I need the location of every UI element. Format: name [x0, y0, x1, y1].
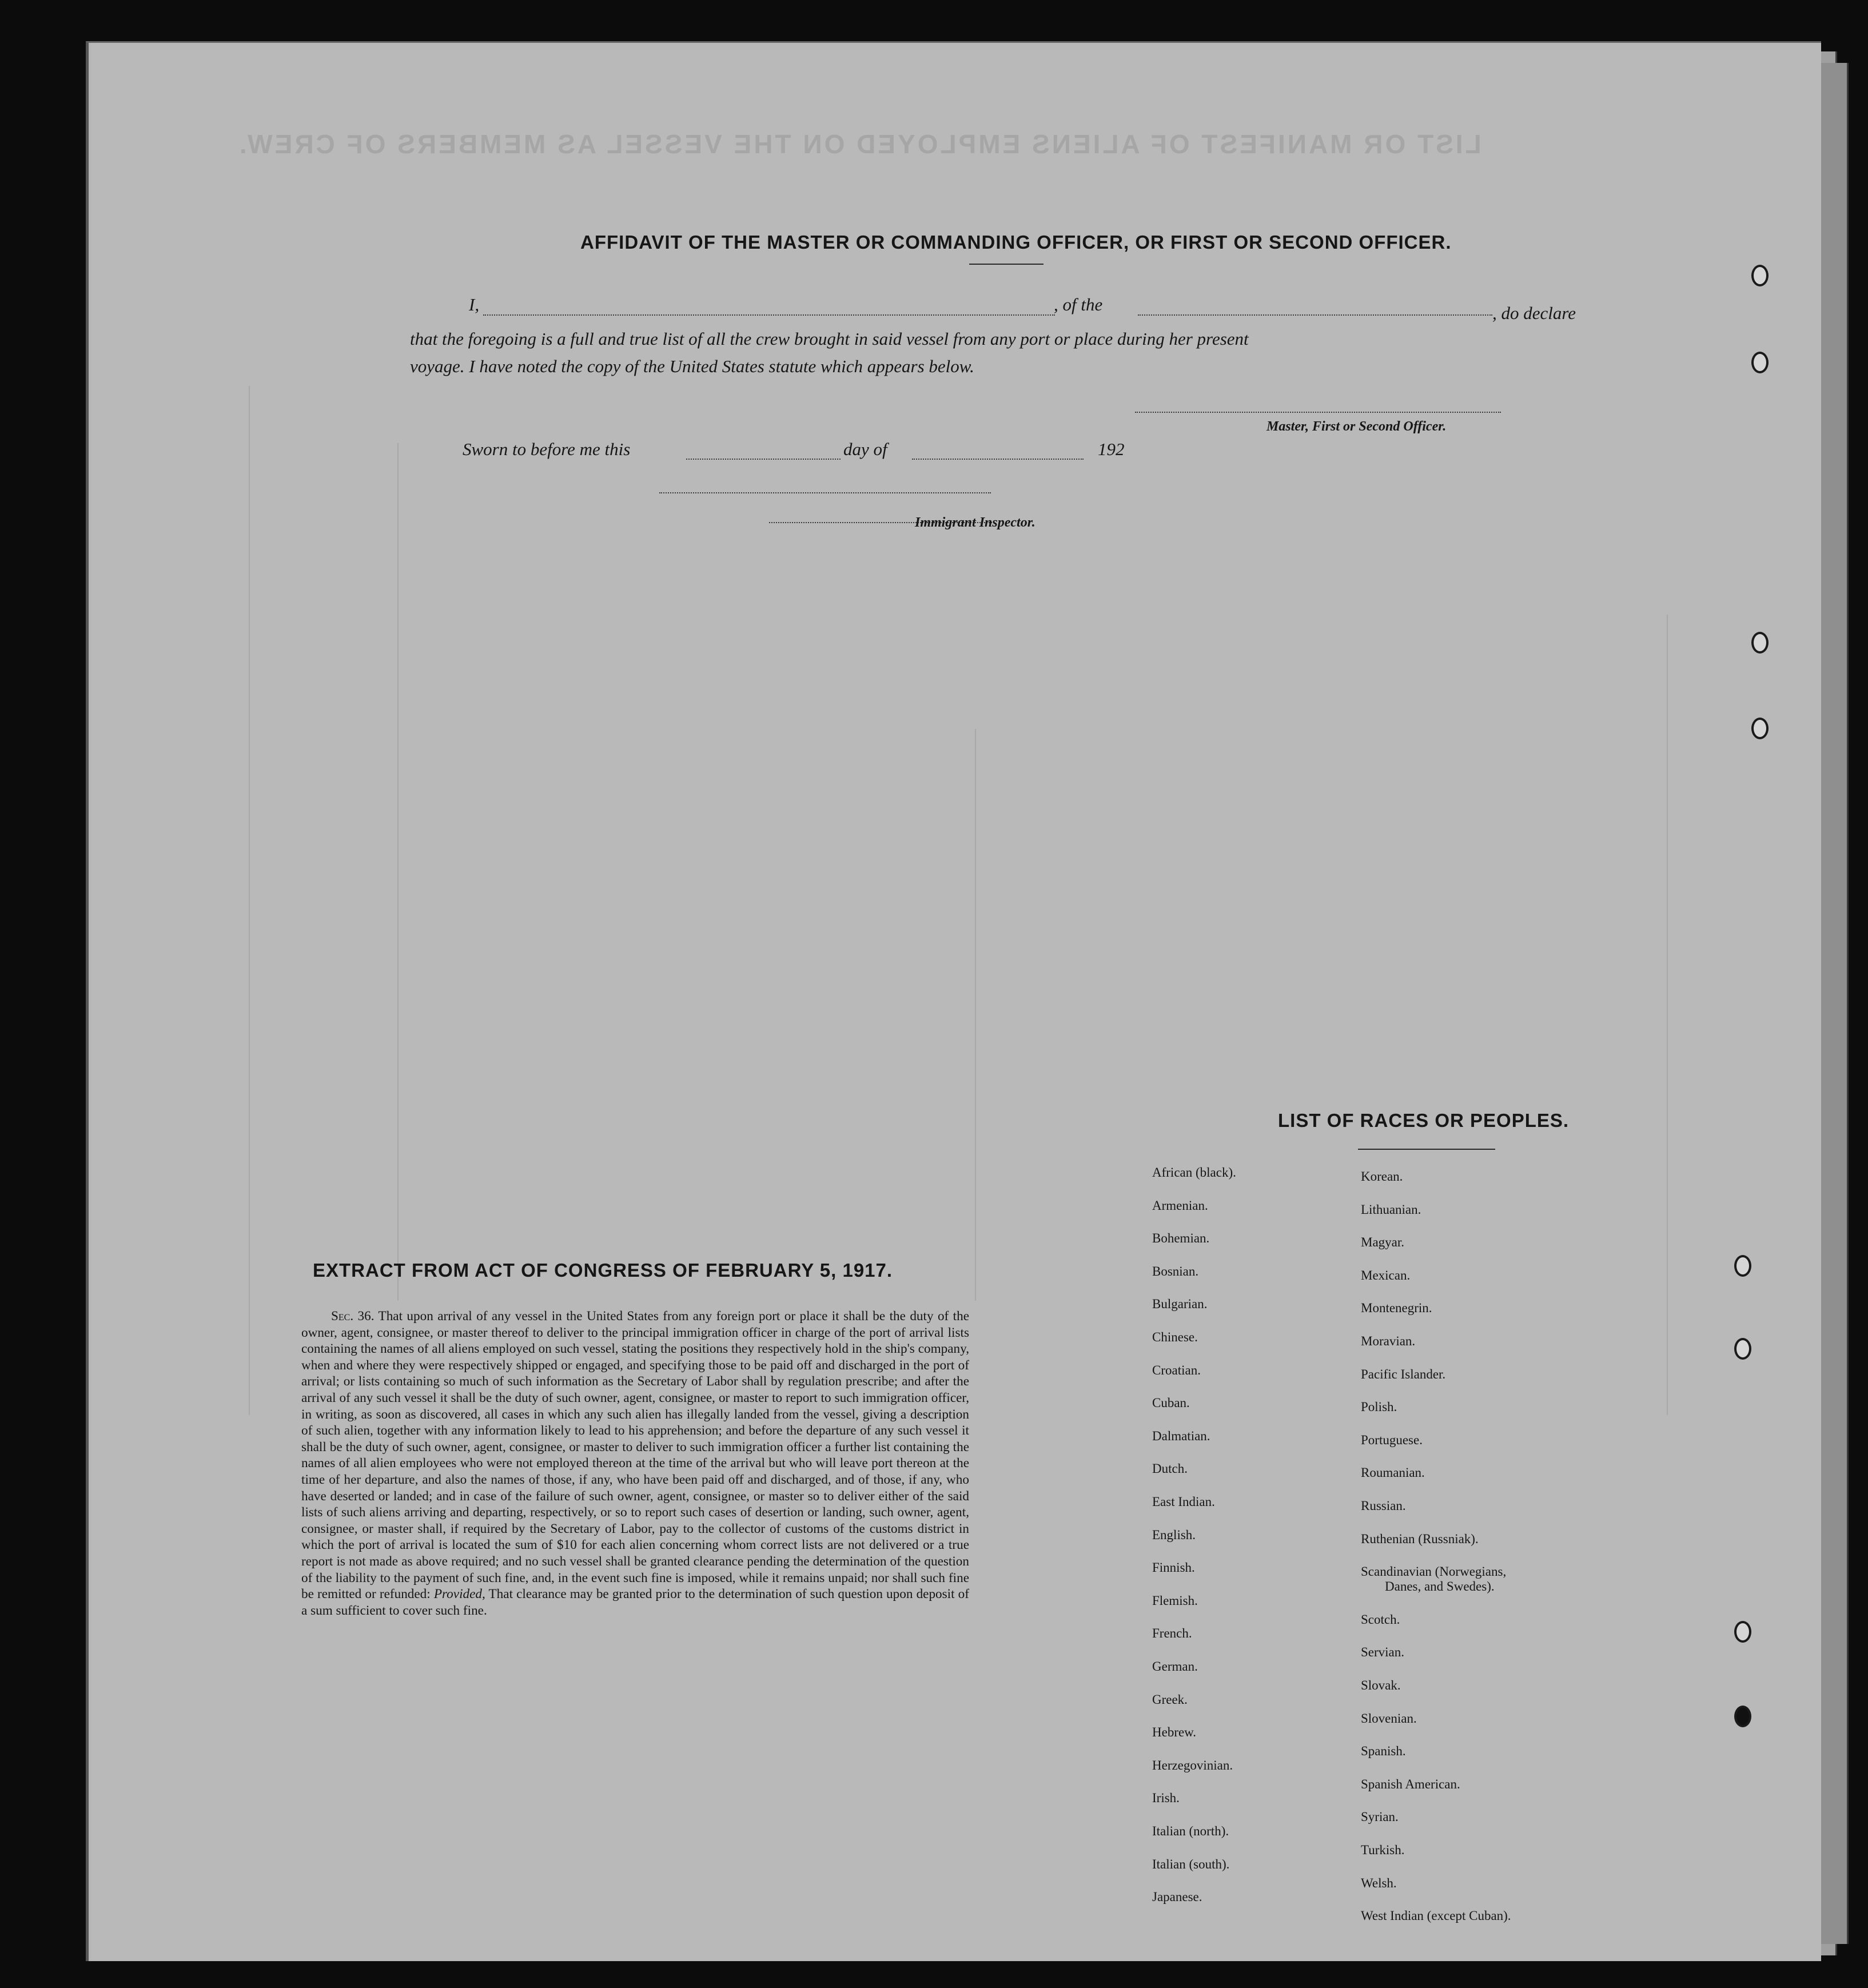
- binder-hole: [1734, 1706, 1751, 1727]
- right-race-item: Moravian.: [1361, 1334, 1416, 1348]
- right-race-item: Korean.: [1361, 1169, 1403, 1184]
- right-race-item: Spanish.: [1361, 1744, 1406, 1759]
- affidavit-i: I,: [469, 294, 480, 314]
- affidavit-title: AFFIDAVIT OF THE MASTER OR COMMANDING OFFICER, OR FIRST OR SECOND OFFICER.: [580, 232, 1452, 253]
- left-race-item: Greek.: [1152, 1692, 1188, 1707]
- right-race-item: Ruthenian (Russniak).: [1361, 1531, 1479, 1546]
- right-race-item: Magyar.: [1361, 1235, 1405, 1250]
- extract-text: [301, 1308, 969, 1619]
- right-race-item: Welsh.: [1361, 1875, 1397, 1890]
- left-race-item: German.: [1152, 1659, 1198, 1674]
- left-race-item: French.: [1152, 1626, 1192, 1641]
- left-race-item: Dutch.: [1152, 1461, 1188, 1476]
- right-race-item: Scotch.: [1361, 1612, 1400, 1627]
- extract-text-body: That upon arrival of any vessel in the United States from any foreign port or place it shall be the duty of the owner, agent, consignee, or master thereof to deliver to the principal immigration officer in charge of the port of arrival lists containing the names of all aliens employed on such vessel, stating the positions they respectively hold in the ship's company, when and where they were respectively shipped or engaged, and specifying those to be paid off and discharged in the port of arrival; or lists containing so much of such information as the Secretary of Labor shall by regulation prescribe; and after the arrival of any such vessel it shall be the duty of such owner, agent, consignee, or master to report to such immigration officer, in writing, as soon as discovered, all cases in which any such alien has illegally landed from the vessel, giving a description of such alien, together with any information likely to lead to his apprehension; and before the departure of any such vessel it shall be the duty of such owner, agent, consignee, or master to deliver to such immigration officer a further list containing the names of all alien employees who were not employed thereon at the time of the arrival but who will leave port thereon at the time of her departure, and also the names of those, if any, who have been paid off and discharged, and of those, if any, who have deserted or landed; and in case of the failure of such owner, agent, consignee, or master so to deliver either of the said lists of such aliens arriving and departing, respectively, or so to report such cases of desertion or landing, such owner, agent, consignee, or master shall, if required by the Secretary of Labor, pay to the collector of customs of the customs district in which the port of arrival is located the sum of $10 for each alien concerning whom correct lists are not delivered or a true report is not made as above required; and no such vessel shall be granted clearance pending the determination of the question of the liability to the payment of such fine, and, in the event such fine is imposed, while it remains unpaid; nor shall such fine be remitted or refunded:: [301, 1309, 969, 1602]
- right-race-item: Slovenian.: [1361, 1711, 1417, 1726]
- right-race-item: Mexican.: [1361, 1268, 1411, 1282]
- races-title: LIST OF RACES OR PEOPLES.: [1278, 1110, 1570, 1131]
- right-race-item: Pacific Islander.: [1361, 1366, 1446, 1381]
- right-race-item: Syrian.: [1361, 1810, 1399, 1824]
- right-race-item: Polish.: [1361, 1400, 1397, 1415]
- races-title-underline: [1358, 1149, 1495, 1150]
- month-blank: [912, 459, 1084, 460]
- right-race-item: Danes, and Swedes).: [1385, 1579, 1495, 1594]
- right-race-item: West Indian (except Cuban).: [1361, 1909, 1511, 1923]
- right-race-item: Lithuanian.: [1361, 1202, 1421, 1217]
- left-race-item: Italian (north).: [1152, 1824, 1229, 1838]
- left-race-item: East Indian.: [1152, 1495, 1215, 1509]
- left-race-item: Bulgarian.: [1152, 1297, 1208, 1312]
- left-race-item: African (black).: [1152, 1165, 1236, 1180]
- immigrant-inspector-label: Immigrant Inspector.: [915, 515, 1035, 530]
- bleed-through-rule: [249, 386, 250, 1415]
- affidavit-title-underline: [969, 264, 1043, 265]
- binder-hole: [1734, 1338, 1751, 1360]
- right-race-item: Russian.: [1361, 1499, 1406, 1513]
- bleed-through-rule: [975, 729, 976, 1301]
- right-race-item: Portuguese.: [1361, 1432, 1423, 1447]
- signature-blank: [1135, 412, 1501, 413]
- binder-hole: [1751, 265, 1769, 286]
- binder-hole: [1734, 1621, 1751, 1643]
- binder-hole: [1751, 632, 1769, 654]
- left-race-item: Herzegovinian.: [1152, 1758, 1233, 1772]
- affidavit-do-declare: , do declare: [1492, 303, 1576, 323]
- left-race-item: Italian (south).: [1152, 1856, 1230, 1871]
- master-officer-label: Master, First or Second Officer.: [1266, 419, 1447, 434]
- left-race-item: Armenian.: [1152, 1198, 1208, 1213]
- bleed-through-heading: LIST OR MANIFEST OF ALIENS EMPLOYED ON THE VESSEL AS MEMBERS OF CREW.: [237, 129, 1481, 159]
- binder-hole: [1751, 352, 1769, 373]
- provided-word: Provided,: [433, 1587, 485, 1602]
- bleed-through-rule: [397, 443, 399, 1301]
- day-of-label: day of: [843, 439, 887, 459]
- extract-text-tail: That clearance may be granted prior to the determination of such question upon deposit of a sum sufficient to cover such fine.: [301, 1587, 969, 1618]
- left-race-item: Chinese.: [1152, 1330, 1198, 1344]
- binder-hole: [1734, 1255, 1751, 1277]
- left-race-item: Hebrew.: [1152, 1725, 1197, 1740]
- year-label: 192: [1098, 439, 1125, 459]
- section-label: Sec. 36.: [331, 1309, 375, 1324]
- sworn-label: Sworn to before me this: [463, 439, 631, 459]
- binder-hole: [1751, 718, 1769, 739]
- name-blank: [483, 314, 1055, 316]
- left-race-item: Japanese.: [1152, 1890, 1202, 1905]
- extract-title: EXTRACT FROM ACT OF CONGRESS OF FEBRUARY 5, 1917.: [313, 1260, 893, 1281]
- left-race-item: Flemish.: [1152, 1593, 1198, 1608]
- left-race-item: English.: [1152, 1527, 1196, 1542]
- day-blank: [686, 459, 841, 460]
- left-race-item: Finnish.: [1152, 1560, 1195, 1575]
- bleed-through-rule: [1667, 615, 1668, 1415]
- left-race-item: Bohemian.: [1152, 1231, 1210, 1246]
- inspector-blank-upper: [659, 492, 991, 493]
- right-race-item: Scandinavian (Norwegians,: [1361, 1564, 1507, 1579]
- affidavit-body-line1: that the foregoing is a full and true list of all the crew brought in said vessel from any port or place during her present: [410, 329, 1249, 349]
- right-race-item: Servian.: [1361, 1645, 1405, 1660]
- left-race-item: Croatian.: [1152, 1362, 1201, 1377]
- left-race-item: Bosnian.: [1152, 1264, 1199, 1278]
- affidavit-body-line2: voyage. I have noted the copy of the United States statute which appears below.: [410, 356, 974, 376]
- right-race-item: Turkish.: [1361, 1843, 1405, 1857]
- affidavit-of-the: , of the: [1054, 294, 1103, 314]
- manifest-page: [86, 41, 1821, 1961]
- vessel-blank: [1138, 314, 1492, 316]
- left-race-item: Dalmatian.: [1152, 1428, 1210, 1443]
- left-race-item: Irish.: [1152, 1791, 1180, 1806]
- right-race-item: Montenegrin.: [1361, 1301, 1432, 1316]
- left-race-item: Cuban.: [1152, 1396, 1190, 1411]
- right-race-item: Roumanian.: [1361, 1465, 1425, 1480]
- right-race-item: Spanish American.: [1361, 1776, 1460, 1791]
- right-race-item: Slovak.: [1361, 1678, 1401, 1692]
